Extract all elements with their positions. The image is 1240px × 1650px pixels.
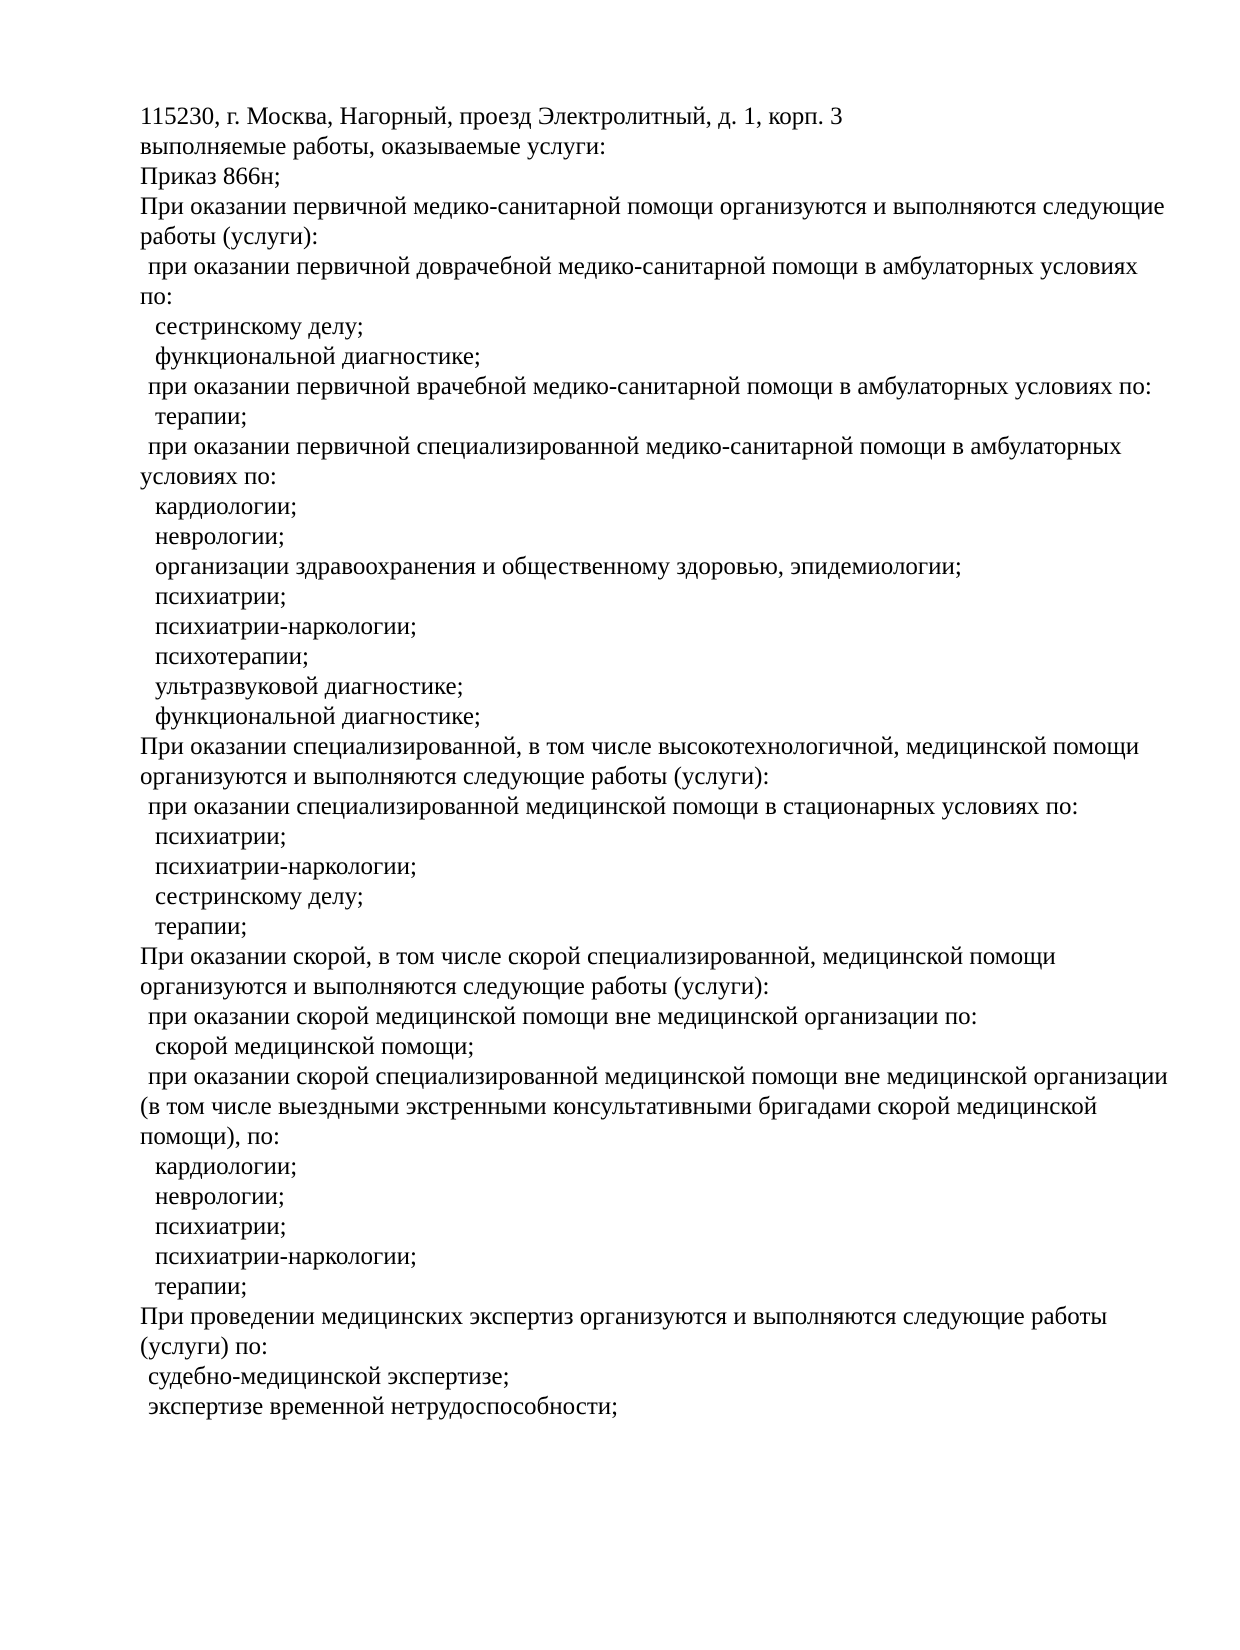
- text-line: организуются и выполняются следующие работы (услуги):: [140, 973, 770, 1000]
- text-line: выполняемые работы, оказываемые услуги:: [140, 133, 607, 160]
- text-line: психиатрии;: [155, 823, 287, 850]
- text-line: терапии;: [155, 913, 248, 940]
- text-line: при оказании скорой специализированной медицинской помощи вне медицинской организации: [148, 1063, 1168, 1090]
- text-line: Приказ 866н;: [140, 163, 281, 190]
- text-line: работы (услуги):: [140, 223, 319, 250]
- text-line: психиатрии;: [155, 583, 287, 610]
- text-line: функциональной диагностике;: [155, 343, 481, 370]
- text-line: психиатрии-наркологии;: [155, 853, 417, 880]
- text-line: ультразвуковой диагностике;: [155, 673, 464, 700]
- text-line: При проведении медицинских экспертиз организуются и выполняются следующие работы: [140, 1303, 1108, 1330]
- text-line: психиатрии-наркологии;: [155, 613, 417, 640]
- text-line: организации здравоохранения и общественному здоровью, эпидемиологии;: [155, 553, 962, 580]
- text-line: неврологии;: [155, 1183, 285, 1210]
- text-line: неврологии;: [155, 523, 285, 550]
- text-line: психотерапии;: [155, 643, 309, 670]
- text-line: терапии;: [155, 403, 248, 430]
- text-line: кардиологии;: [155, 493, 298, 520]
- text-line: при оказании первичной доврачебной медико-санитарной помощи в амбулаторных условиях: [148, 253, 1138, 280]
- text-line: условиях по:: [140, 463, 277, 490]
- text-line: терапии;: [155, 1273, 248, 1300]
- text-line: организуются и выполняются следующие работы (услуги):: [140, 763, 770, 790]
- text-line: 115230, г. Москва, Нагорный, проезд Электролитный, д. 1, корп. 3: [140, 103, 843, 130]
- text-line: судебно-медицинской экспертизе;: [148, 1363, 510, 1390]
- text-line: функциональной диагностике;: [155, 703, 481, 730]
- text-line: сестринскому делу;: [155, 313, 364, 340]
- text-line: сестринскому делу;: [155, 883, 364, 910]
- text-line: помощи), по:: [140, 1123, 281, 1150]
- text-line: экспертизе временной нетрудоспособности;: [148, 1393, 619, 1420]
- text-line: при оказании скорой медицинской помощи вне медицинской организации по:: [148, 1003, 978, 1030]
- text-line: при оказании специализированной медицинской помощи в стационарных условиях по:: [148, 793, 1079, 820]
- text-line: скорой медицинской помощи;: [155, 1033, 475, 1060]
- text-line: кардиологии;: [155, 1153, 298, 1180]
- text-line: психиатрии-наркологии;: [155, 1243, 417, 1270]
- text-line: при оказании первичной специализированной медико-санитарной помощи в амбулаторных: [148, 433, 1122, 460]
- text-line: (в том числе выездными экстренными консультативными бригадами скорой медицинской: [140, 1093, 1098, 1120]
- text-line: психиатрии;: [155, 1213, 287, 1240]
- text-line: при оказании первичной врачебной медико-санитарной помощи в амбулаторных условиях по:: [148, 373, 1152, 400]
- text-line: При оказании первичной медико-санитарной помощи организуются и выполняются следующие: [140, 193, 1165, 220]
- text-line: При оказании скорой, в том числе скорой специализированной, медицинской помощи: [140, 943, 1056, 970]
- document-text: [140, 102, 1170, 1422]
- text-line: При оказании специализированной, в том числе высокотехнологичной, медицинской помощи: [140, 733, 1140, 760]
- text-line: (услуги) по:: [140, 1333, 268, 1360]
- text-line: по:: [140, 283, 173, 310]
